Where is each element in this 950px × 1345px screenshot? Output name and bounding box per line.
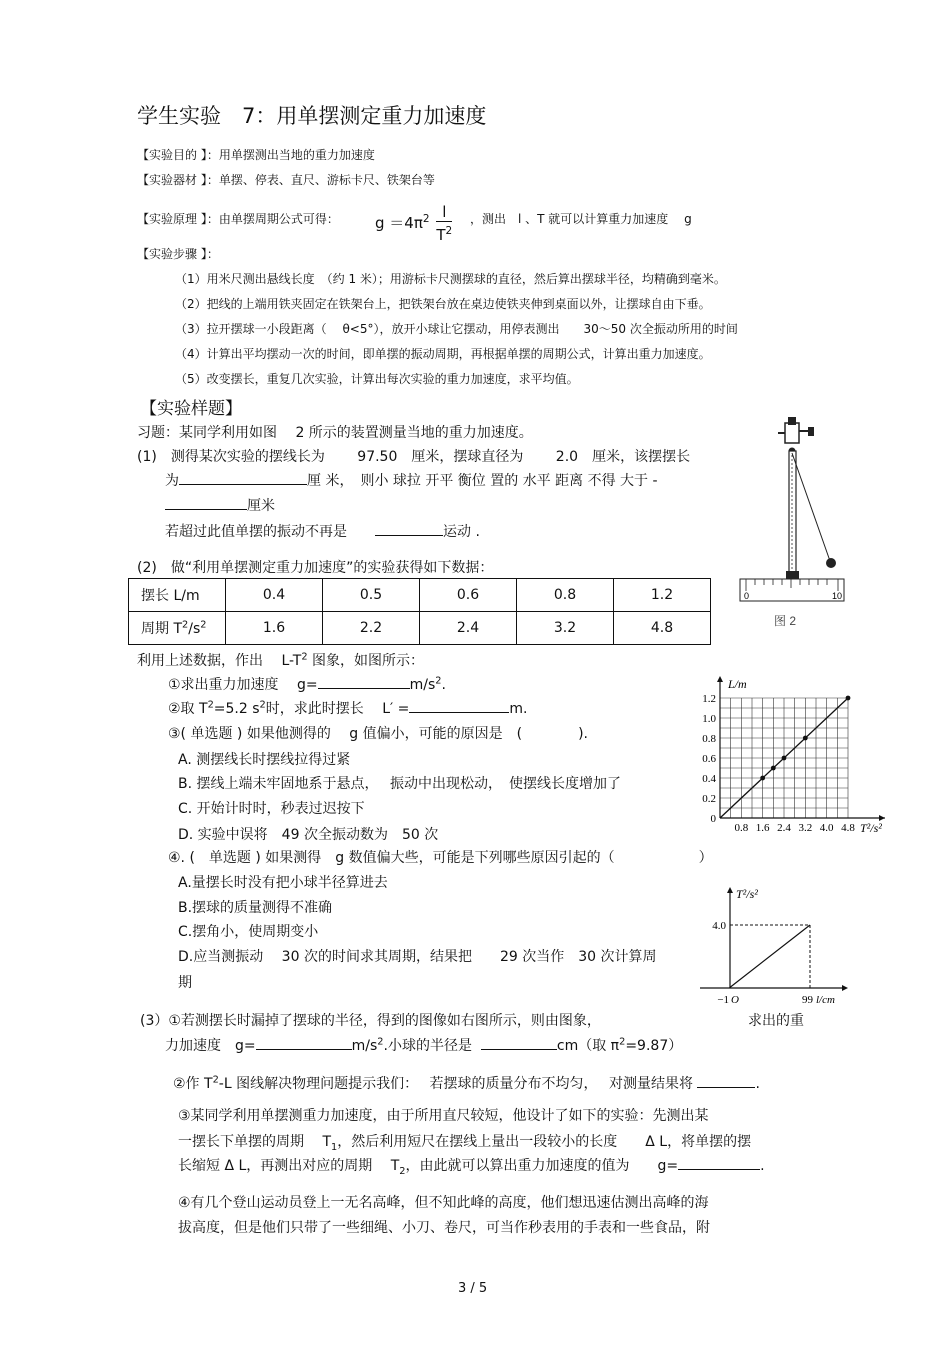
q3-line7: ④有几个登山运动员登上一无名高峰，但不知此峰的高度，他们想迅速估测出高峰的海	[178, 1195, 709, 1211]
q3-blank-g[interactable]	[256, 1035, 352, 1050]
x-tick-label: 0.8	[734, 822, 749, 834]
q3-l5-rest: ，然后利用短尺在摆线上量出一段较小的长度 Δ L，将单摆的摆	[337, 1134, 752, 1150]
clamp-knob	[808, 427, 814, 436]
item4-option-d-cont: 期	[178, 975, 192, 991]
q1-blank-length[interactable]	[179, 470, 307, 485]
data-point	[803, 736, 808, 741]
table-row-length	[129, 579, 711, 612]
y-tick-label: 0.4	[702, 773, 716, 785]
data-table	[128, 578, 711, 645]
page-title: 学生实验 7：用单摆测定重力加速度	[137, 104, 487, 128]
formula-den-square: 2	[445, 225, 453, 237]
q3-line3	[173, 1073, 760, 1093]
item2-blank[interactable]	[409, 698, 509, 713]
formula-fraction	[436, 203, 452, 244]
sample-heading: 【实验样题】	[140, 399, 242, 419]
q3-l2-cm: cm（取 π	[556, 1038, 620, 1054]
formula-numerator: l	[436, 203, 452, 222]
item3-option-b[interactable]: B. 摆线上端未牢固地系于悬点， 振动中出现松动， 使摆线长度增加了	[178, 776, 621, 792]
q3-line4: ③某同学利用单摆测重力加速度，由于所用直尺较短，他设计了如下的实验：先测出某	[178, 1108, 709, 1124]
table-header-length: 摆长 L/m	[129, 579, 226, 612]
table-row-period	[129, 612, 711, 645]
origin-label: O	[731, 994, 739, 1005]
q2-item-3: ③( 单选题 ) 如果他测得的 g 值偏小，可能的原因是 ( ).	[168, 726, 588, 742]
q3-l2-text: 力加速度 g=	[165, 1038, 256, 1054]
q3-l6-sub: 2	[399, 1165, 406, 1177]
x-tick-label: 1.6	[755, 822, 770, 834]
q1-line4-start: 若超过此值单摆的振动不再是	[165, 524, 375, 540]
y-tick-label: 4.0	[712, 920, 726, 932]
page-number: 3 / 5	[458, 1281, 488, 1296]
q1-line1: (1) 测得某次实验的摆线长为 97.50 厘米，摆球直径为 2.0 厘米，该摆摆长	[137, 449, 691, 465]
chart-t2-vs-l	[696, 880, 856, 1005]
clamp-top	[788, 417, 796, 425]
y-axis-label: L/m	[728, 677, 747, 691]
y-tick-label: 0.2	[702, 793, 716, 805]
formula-pi-square: 2	[422, 213, 430, 225]
table-cell: 0.6	[420, 579, 517, 612]
q3-blank-effect[interactable]	[697, 1073, 755, 1088]
q3-line1-end: 求出的重	[748, 1013, 804, 1029]
q1-line3	[165, 495, 275, 515]
x-tick-label: 4.8	[841, 822, 855, 834]
graph-intro-start: 利用上述数据，作出 L-T	[137, 653, 302, 669]
step-5: （5）改变摆长，重复几次实验，计算出每次实验的重力加速度，求平均值。	[175, 372, 579, 386]
x-tick-label: 3.2	[798, 822, 813, 834]
item1-unit-sup: 2	[435, 675, 442, 687]
pendulum-bob	[826, 558, 836, 568]
item2-sup2: 2	[259, 699, 266, 711]
q3-l3-text: ②作 T	[173, 1076, 213, 1092]
table-cell: 2.2	[323, 612, 420, 645]
stand-base	[786, 571, 799, 579]
equipment-line: 【实验器材 】：单摆、停表、直尺、游标卡尺、铁架台等	[137, 173, 435, 187]
q3-l3-rest: -L 图线解决物理问题提示我们： 若摆球的质量分布不均匀， 对测量结果将	[218, 1076, 693, 1092]
table-cell: 4.8	[614, 612, 711, 645]
y-tick-label: 1.2	[702, 693, 716, 705]
data-point	[771, 766, 776, 771]
x-axis-arrow	[842, 985, 848, 991]
q3-l2-pi-sup: 2	[619, 1036, 626, 1048]
table-cell: 0.4	[226, 579, 323, 612]
q1-line3-unit: 厘米	[247, 498, 275, 514]
pendulum-string	[792, 453, 830, 561]
ruler-label-0: 0	[744, 591, 750, 601]
item4-option-c[interactable]: C.摆角小，使周期变小	[178, 924, 319, 940]
q1-line2-start: 为	[165, 473, 179, 489]
q3-line1: (3）①若测摆长时漏掉了摆球的半径，得到的图像如右图所示，则由图象，	[140, 1013, 601, 1029]
q1-blank-distance[interactable]	[165, 495, 247, 510]
extrapolated-line	[729, 987, 730, 988]
item2-unit: m.	[509, 701, 528, 717]
y-tick-label: 0.6	[702, 753, 716, 765]
q3-l6-rest: ，由此就可以算出重力加速度的值为 g=	[405, 1158, 679, 1174]
purpose-line: 【实验目的 】：用单摆测出当地的重力加速度	[137, 148, 375, 162]
q2-intro: (2) 做“利用单摆测定重力加速度”的实验获得如下数据：	[137, 560, 494, 576]
q3-l3-end: .	[755, 1076, 760, 1092]
item2-text-a: ②取 T	[168, 701, 208, 717]
step-3: （3）拉开摆球一小段距离（ θ<5°），放开小球让它摆动，用停表测出 30～50 次全振动所用的时间	[175, 322, 738, 336]
q3-line2	[165, 1035, 682, 1055]
formula-den-t: T	[436, 226, 446, 244]
table-cell: 0.8	[517, 579, 614, 612]
period-unit-sup: 2	[200, 619, 207, 631]
y-axis-label: T²/s²	[736, 887, 758, 901]
q3-blank-radius[interactable]	[481, 1035, 557, 1050]
chart-l-vs-t2	[680, 668, 900, 838]
step-2: （2）把线的上端用铁夹固定在铁架台上，把铁架台放在桌边使铁夹伸到桌面以外，让摆球自由下垂。	[175, 297, 711, 311]
q3-l3-sup: 2	[212, 1074, 219, 1086]
y-tick-label: 1.0	[702, 713, 716, 725]
item2-text-b: =5.2 s	[213, 701, 260, 717]
y-tick-label: 0.8	[702, 733, 716, 745]
period-label-sup: 2	[182, 619, 189, 631]
q1-line4-end: 运动 .	[443, 524, 480, 540]
item4-option-b[interactable]: B.摆球的质量测得不准确	[178, 900, 333, 916]
period-label: 周期 T	[141, 621, 183, 637]
q3-l2-pi: =9.87）	[625, 1038, 683, 1054]
item3-option-d[interactable]: D. 实验中误将 49 次全振动数为 50 次	[178, 827, 439, 843]
formula-g: g ＝4π	[375, 214, 423, 232]
clamp-body	[785, 423, 799, 443]
x-tick-label: 2.4	[777, 822, 791, 834]
graph-intro-sup: 2	[301, 651, 308, 663]
item3-option-c[interactable]: C. 开始计时时，秒表过迟按下	[178, 801, 365, 817]
q3-blank-g2[interactable]	[678, 1155, 760, 1170]
table-header-period	[129, 612, 226, 645]
x-axis-label: T²/s²	[860, 821, 882, 835]
graph-intro-end: 图象，如图所示：	[307, 653, 425, 669]
principle-suffix: ，测出 l 、T 就可以计算重力加速度 g	[470, 212, 692, 226]
q1-blank-motion[interactable]	[375, 521, 443, 536]
x-tick-label-neg: −1	[717, 994, 730, 1005]
x-tick-label: 4.0	[819, 822, 834, 834]
origin-label: 0	[710, 813, 716, 825]
q3-l5-sub: 1	[331, 1141, 338, 1153]
q3-l6-end: .	[760, 1158, 765, 1174]
data-line	[730, 925, 810, 987]
ruler	[740, 579, 844, 601]
step-4: （4）计算出平均摆动一次的时间，即单摆的振动周期，再根据单摆的周期公式，计算出重力加速度。	[175, 347, 711, 361]
q2-item-1	[168, 674, 446, 694]
period-formula	[375, 203, 452, 244]
figure-2-apparatus	[730, 415, 855, 635]
q2-item-2	[168, 698, 527, 718]
q3-l6-text: 长缩短 Δ L，再测出对应的周期 T	[178, 1158, 400, 1174]
item1-blank[interactable]	[318, 674, 410, 689]
table-cell: 2.4	[420, 612, 517, 645]
ruler-label-10: 10	[832, 591, 843, 601]
y-axis-arrow	[717, 676, 723, 682]
q1-line2-rest: 厘 米， 则小 球拉 开平 衡位 置的 水平 距离 不得 大于 -	[307, 473, 658, 489]
item1-text: ①求出重力加速度 g=	[168, 677, 318, 693]
item4-option-d[interactable]: D.应当测振动 30 次的时间求其周期，结果把 29 次当作 30 次计算周	[178, 949, 657, 965]
y-axis-arrow	[727, 887, 733, 893]
step-1: （1）用米尺测出悬线长度 （约 1 米）；用游标卡尺测摆球的直径，然后算出摆球半径，均精确到毫米。	[175, 272, 726, 286]
steps-label: 【实验步骤 】：	[137, 247, 219, 261]
table-cell: 3.2	[517, 612, 614, 645]
q3-l5-text: 一摆长下单摆的周期 T	[178, 1134, 332, 1150]
table-cell: 0.5	[323, 579, 420, 612]
item3-option-a[interactable]: A. 测摆线长时摆线拉得过紧	[178, 752, 351, 768]
q1-line4	[165, 521, 480, 541]
graph-intro	[137, 650, 424, 670]
x-tick-label-end: 99	[802, 994, 813, 1005]
q3-l2-unit: m/s	[351, 1038, 378, 1054]
data-point	[760, 776, 765, 781]
q3-l2-unit-sup: 2	[377, 1036, 384, 1048]
item2-sup1: 2	[207, 699, 214, 711]
q3-line8: 拔高度，但是他们只带了一些细绳、小刀、卷尺，可当作秒表用的手表和一些食品，附	[178, 1220, 710, 1236]
q3-line6	[178, 1155, 765, 1177]
q2-item-4: ④. ( 单选题 ) 如果测得 g 数值偏大些，可能是下列哪些原因引起的（ ）	[168, 850, 713, 866]
data-point	[782, 756, 787, 761]
principle-prefix: 【实验原理 】：由单摆周期公式可得：	[137, 212, 339, 226]
exercise-intro: 习题：某同学利用如图 2 所示的装置测量当地的重力加速度。	[137, 425, 533, 441]
item1-end: .	[441, 677, 446, 693]
item2-text-c: 时，求此时摆长 L′ =	[265, 701, 410, 717]
table-cell: 1.6	[226, 612, 323, 645]
figure-caption: 图 2	[774, 614, 797, 628]
formula-denominator	[436, 222, 452, 244]
q3-line5	[178, 1131, 751, 1153]
x-axis-label: l/cm	[816, 994, 835, 1005]
item4-option-a[interactable]: A.量摆长时没有把小球半径算进去	[178, 875, 388, 891]
q3-l2-radius: .小球的半径是	[383, 1038, 472, 1054]
data-point	[846, 696, 851, 701]
table-cell: 1.2	[614, 579, 711, 612]
period-unit: /s	[188, 621, 201, 637]
item1-unit: m/s	[409, 677, 436, 693]
q1-line2	[165, 470, 658, 490]
